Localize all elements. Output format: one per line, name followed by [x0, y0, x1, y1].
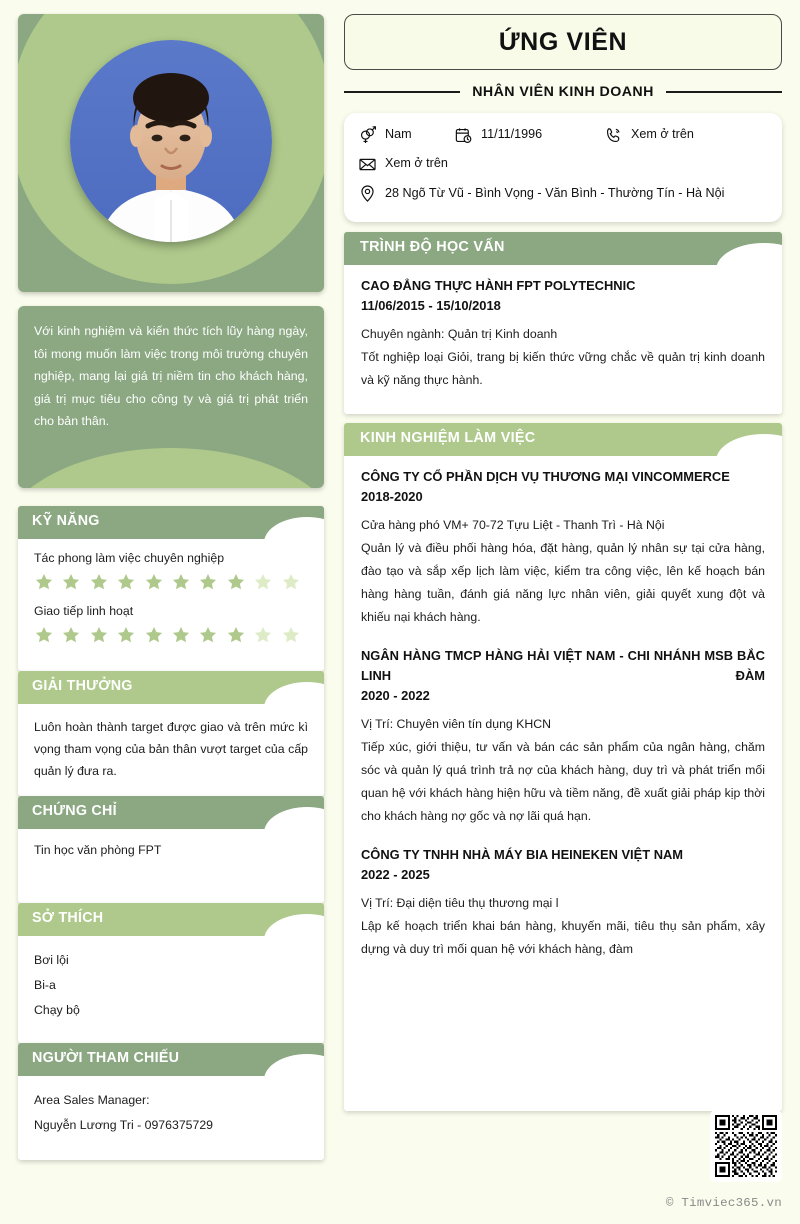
- experience-item: [361, 845, 765, 961]
- portrait-photo: [70, 40, 272, 242]
- education-header: [344, 232, 782, 265]
- education-date: 11/06/2015 - 15/10/2018: [361, 298, 501, 313]
- hobby-item: Bi-a: [34, 978, 56, 992]
- awards-text: Luôn hoàn thành target được giao và trên mức kì vọng tham vọng của bản thân vượt target của cấp quản lý đưa ra.: [34, 720, 308, 778]
- candidate-name-box: [344, 14, 782, 70]
- contact-row-3: [358, 178, 768, 208]
- experience-company: CÔNG TY CỔ PHẦN DỊCH VỤ THƯƠNG MẠI VINCOMMERCE: [361, 469, 730, 484]
- experience-card: [344, 423, 782, 1111]
- contact-phone-value: Xem ở trên: [631, 127, 694, 141]
- star-icon: [253, 572, 280, 592]
- hobbies-header: [18, 903, 324, 936]
- contact-email[interactable]: [358, 154, 448, 174]
- calendar-icon: [454, 126, 473, 145]
- education-major: Chuyên ngành: Quản trị Kinh doanh: [361, 327, 558, 341]
- awards-heading: GIẢI THƯỞNG: [32, 678, 133, 694]
- gender-icon: [358, 126, 377, 145]
- hobbies-heading: SỞ THÍCH: [32, 910, 104, 926]
- skills-body: [18, 539, 324, 671]
- star-icon: [198, 572, 225, 592]
- contact-gender: [358, 125, 454, 145]
- profile-summary-box: [18, 306, 324, 488]
- contact-row-2: [358, 154, 768, 174]
- contact-address-value: 28 Ngõ Từ Vũ - Bình Vọng - Văn Bình - Thường Tín - Hà Nội: [385, 186, 725, 200]
- rule-right: [666, 91, 782, 93]
- hobby-item: Chạy bộ: [34, 1003, 80, 1017]
- star-icon: [144, 625, 171, 645]
- qr-code[interactable]: [710, 1110, 782, 1182]
- star-icon: [226, 625, 253, 645]
- star-icon: [34, 572, 61, 592]
- contact-card: [344, 113, 782, 222]
- references-header: [18, 1043, 324, 1076]
- star-icon: [144, 572, 171, 592]
- avatar: [70, 40, 272, 242]
- hobbies-body: [18, 936, 324, 1043]
- star-icon: [171, 572, 198, 592]
- experience-body: [344, 456, 782, 1111]
- reference-line: Area Sales Manager:: [34, 1093, 150, 1107]
- qr-code-image: [715, 1115, 777, 1177]
- experience-header: [344, 423, 782, 456]
- skills-header: [18, 506, 324, 539]
- star-icon: [198, 625, 225, 645]
- star-icon: [116, 625, 143, 645]
- photo-panel: [18, 14, 324, 292]
- star-icon: [171, 625, 198, 645]
- job-title: NHÂN VIÊN KINH DOANH: [472, 84, 654, 100]
- references-card: [18, 1043, 324, 1160]
- experience-position: Cửa hàng phó VM+ 70-72 Tựu Liệt - Thanh Trì - Hà Nội: [361, 518, 665, 532]
- experience-company: CÔNG TY TNHH NHÀ MÁY BIA HEINEKEN VIỆT NAM: [361, 847, 684, 862]
- experience-detail: Lập kế hoạch triển khai bán hàng, khuyến mãi, tiêu thụ sản phẩm, xây dựng và duy trì mối quan hệ với khách hàng, đàm: [361, 919, 765, 956]
- contact-email-value: Xem ở trên: [385, 156, 448, 170]
- awards-card: [18, 671, 324, 796]
- education-school: CAO ĐẲNG THỰC HÀNH FPT POLYTECHNIC: [361, 278, 636, 293]
- star-icon: [253, 625, 280, 645]
- email-icon: [358, 155, 377, 174]
- skill-rating-stars: [34, 625, 308, 645]
- experience-detail: Tiếp xúc, giới thiệu, tư vấn và bán các sản phẩm của ngân hàng, chăm sóc và quản lý quá trình trả nợ của khách hàng, duy trì và phát triển mối quan hệ với khách hàng hiện hữu và tiềm năng, đề xuất giải pháp kịp thời cho khách hàng nợ gốc và nợ lãi quá hạn.: [361, 740, 765, 823]
- experience-heading: KINH NGHIỆM LÀM VIỆC: [360, 430, 536, 446]
- certificates-heading: CHỨNG CHỈ: [32, 803, 117, 819]
- references-body: [18, 1076, 324, 1160]
- experience-position: Vị Trí: Chuyên viên tín dụng KHCN: [361, 717, 552, 731]
- awards-header: [18, 671, 324, 704]
- education-card: [344, 232, 782, 414]
- experience-company: NGÂN HÀNG TMCP HÀNG HẢI VIỆT NAM - CHI NHÁNH MSB BẮC LINH ĐÀM: [361, 648, 765, 683]
- star-icon: [281, 625, 308, 645]
- contact-dob-value: 11/11/1996: [481, 127, 543, 141]
- skills-card: [18, 506, 324, 671]
- profile-summary-text: Với kinh nghiệm và kiến thức tích lũy hàng ngày, tôi mong muốn làm việc trong môi trường chuyên nghiệp, mang lại giá trị niềm tin cho khách hàng, giá trị mục tiêu cho công ty và giá trị phát triển cho bản thân.: [34, 324, 308, 428]
- star-icon: [226, 572, 253, 592]
- experience-date: 2018-2020: [361, 489, 423, 504]
- contact-phone[interactable]: [604, 125, 694, 145]
- hobby-item: Bơi lội: [34, 953, 69, 967]
- reference-line: Nguyễn Lương Tri - 0976375729: [34, 1118, 214, 1132]
- experience-item: [361, 646, 765, 828]
- phone-icon: [604, 126, 623, 145]
- left-column: [18, 14, 324, 1160]
- star-icon: [281, 572, 308, 592]
- contact-gender-value: Nam: [385, 127, 412, 141]
- skill-label: Tác phong làm việc chuyên nghiệp: [34, 551, 225, 565]
- skills-heading: KỸ NĂNG: [32, 513, 100, 529]
- right-column: [344, 14, 782, 1111]
- star-icon: [61, 572, 88, 592]
- star-icon: [89, 572, 116, 592]
- certificates-header: [18, 796, 324, 829]
- footer-credit: © Timviec365.vn: [665, 1196, 782, 1210]
- awards-body: [18, 704, 324, 796]
- experience-date: 2022 - 2025: [361, 867, 430, 882]
- experience-position: Vị Trí: Đại diện tiêu thụ thương mại l: [361, 896, 559, 910]
- page-title: ỨNG VIÊN: [498, 27, 628, 56]
- references-heading: NGƯỜI THAM CHIẾU: [32, 1050, 180, 1066]
- summary-curve-decoration: [18, 448, 324, 488]
- star-icon: [61, 625, 88, 645]
- certificates-card: [18, 796, 324, 903]
- education-detail: Tốt nghiệp loại Giỏi, trang bị kiến thức vững chắc về quản trị kinh doanh và kỹ năng thực hành.: [361, 350, 765, 387]
- hobbies-card: [18, 903, 324, 1043]
- contact-dob: [454, 125, 604, 145]
- star-icon: [89, 625, 116, 645]
- rule-left: [344, 91, 460, 93]
- skill-rating-stars: [34, 572, 308, 592]
- star-icon: [34, 625, 61, 645]
- contact-row-1: [358, 125, 768, 145]
- contact-address: [358, 178, 724, 208]
- job-title-row: [344, 84, 782, 100]
- education-heading: TRÌNH ĐỘ HỌC VẤN: [360, 239, 505, 255]
- location-pin-icon: [358, 184, 377, 203]
- experience-date: 2020 - 2022: [361, 688, 430, 703]
- star-icon: [116, 572, 143, 592]
- certificate-item: Tin học văn phòng FPT: [34, 843, 162, 857]
- experience-detail: Quản lý và điều phối hàng hóa, đặt hàng, quản lý nhân sự tại cửa hàng, đào tạo và sắp xếp lịch làm việc, kiểm tra công việc, lên kế hoạch bán hàng hàng tuần, đánh giá năng lực nhân viên, giải quyết xung đột và khiếu nại khách hàng.: [361, 541, 765, 624]
- skill-label: Giao tiếp linh hoạt: [34, 604, 134, 618]
- experience-item: [361, 467, 765, 629]
- certificates-body: [18, 829, 324, 903]
- education-body: [344, 265, 782, 414]
